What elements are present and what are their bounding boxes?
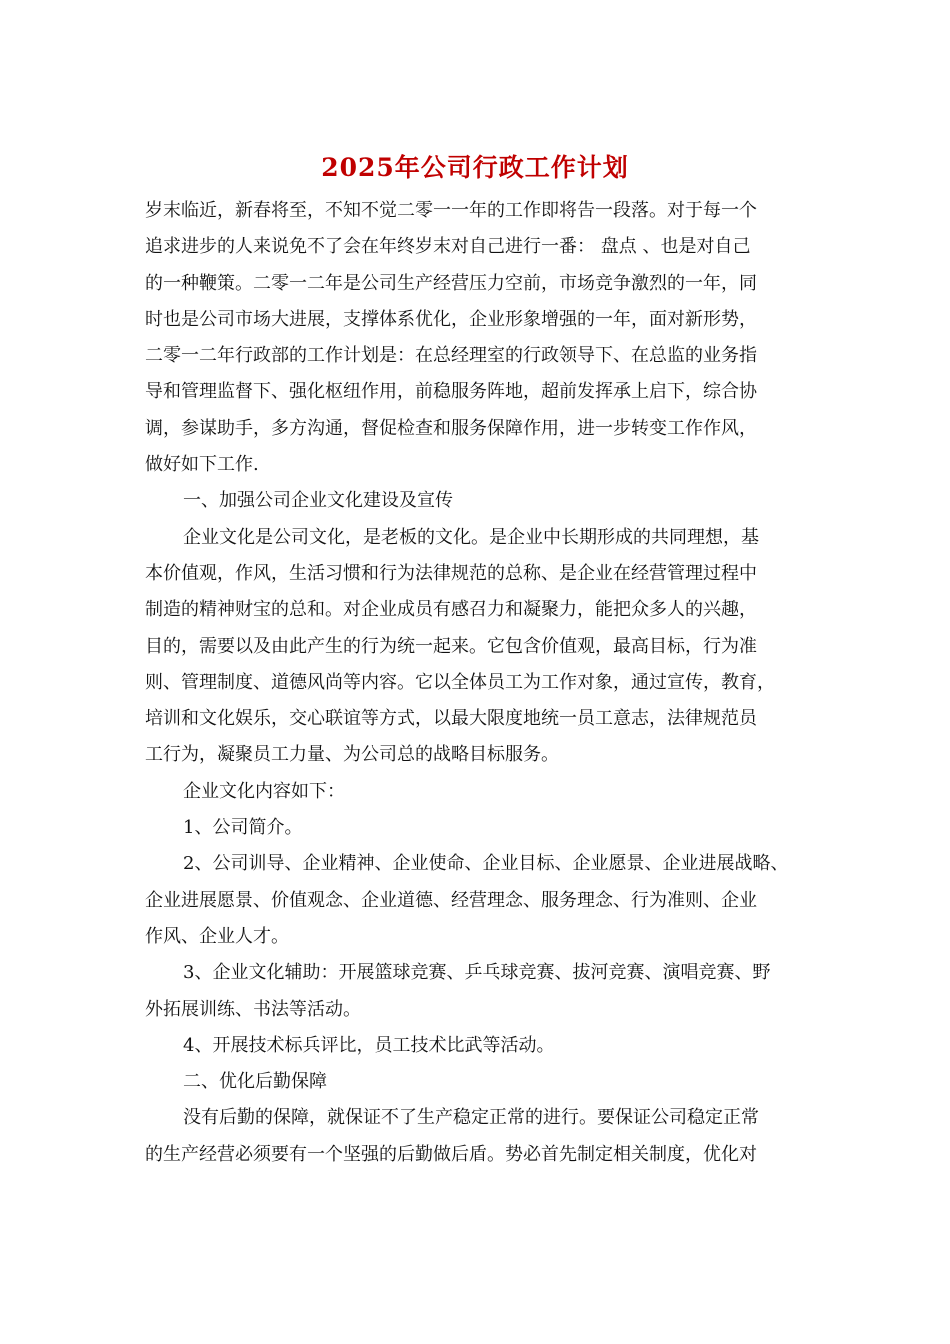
text-line: 岁末临近，新春将至，不知不觉二零一一年的工作即将告一段落。对于每一个 [145, 200, 757, 221]
text-line: 企业文化内容如下： [183, 780, 345, 802]
text-line: 本价值观，作风，生活习惯和行为法律规范的总称、是企业在经营管理过程中 [145, 562, 757, 584]
document-body [145, 193, 835, 1173]
text-line: 调，参谋助手，多方沟通，督促检查和服务保障作用，进一步转变工作作风， [145, 417, 757, 439]
text-line: 一、加强公司企业文化建设及宣传 [183, 490, 453, 512]
text-line: 二、优化后勤保障 [183, 1071, 327, 1093]
text-line: 的一种鞭策。二零一二年是公司生产经营压力空前，市场竞争激烈的一年，同 [145, 272, 757, 294]
text-line: 工行为，凝聚员工力量、为公司总的战略目标服务。 [145, 744, 559, 766]
document-title: 2025年公司行政工作计划 [321, 153, 629, 182]
text-line: 制造的精神财宝的总和。对企业成员有感召力和凝聚力，能把众多人的兴趣， [145, 599, 757, 621]
text-line: 3、企业文化辅助：开展篮球竞赛、乒乓球竞赛、拔河竞赛、演唱竞赛、野 [183, 962, 771, 984]
text-line: 时也是公司市场大进展，支撑体系优化，企业形象增强的一年，面对新形势， [145, 308, 757, 330]
text-line: 二零一二年行政部的工作计划是：在总经理室的行政领导下、在总监的业务指 [145, 345, 757, 367]
text-line: 培训和文化娱乐，交心联谊等方式，以最大限度地统一员工意志，法律规范员 [145, 708, 757, 730]
text-line: 作风、企业人才。 [145, 925, 289, 947]
text-line: 2、公司训导、企业精神、企业使命、企业目标、企业愿景、企业进展战略、 [183, 853, 789, 875]
text-line: 4、开展技术标兵评比，员工技术比武等活动。 [183, 1034, 555, 1056]
text-line: 追求进步的人来说免不了会在年终岁末对自己进行一番： 盘点 、也是对自己 [145, 236, 751, 258]
text-line: 做好如下工作. [145, 454, 259, 476]
text-line: 1、公司简介。 [183, 817, 303, 839]
text-line: 没有后勤的保障，就保证不了生产稳定正常的进行。要保证公司稳定正常 [183, 1107, 759, 1129]
text-line: 企业文化是公司文化，是老板的文化。是企业中长期形成的共同理想，基 [183, 526, 759, 548]
text-line: 外拓展训练、书法等活动。 [145, 998, 361, 1020]
text-line: 导和管理监督下、强化枢纽作用，前稳服务阵地，超前发挥承上启下，综合协 [145, 381, 757, 403]
text-line: 则、管理制度、道德风尚等内容。它以全体员工为工作对象，通过宣传，教育， [145, 671, 775, 693]
text-line: 目的，需要以及由此产生的行为统一起来。它包含价值观，最高目标，行为准 [145, 635, 757, 657]
text-line: 企业进展愿景、价值观念、企业道德、经营理念、服务理念、行为准则、企业 [145, 889, 757, 911]
text-line: 的生产经营必须要有一个坚强的后勤做后盾。势必首先制定相关制度，优化对 [145, 1143, 757, 1165]
